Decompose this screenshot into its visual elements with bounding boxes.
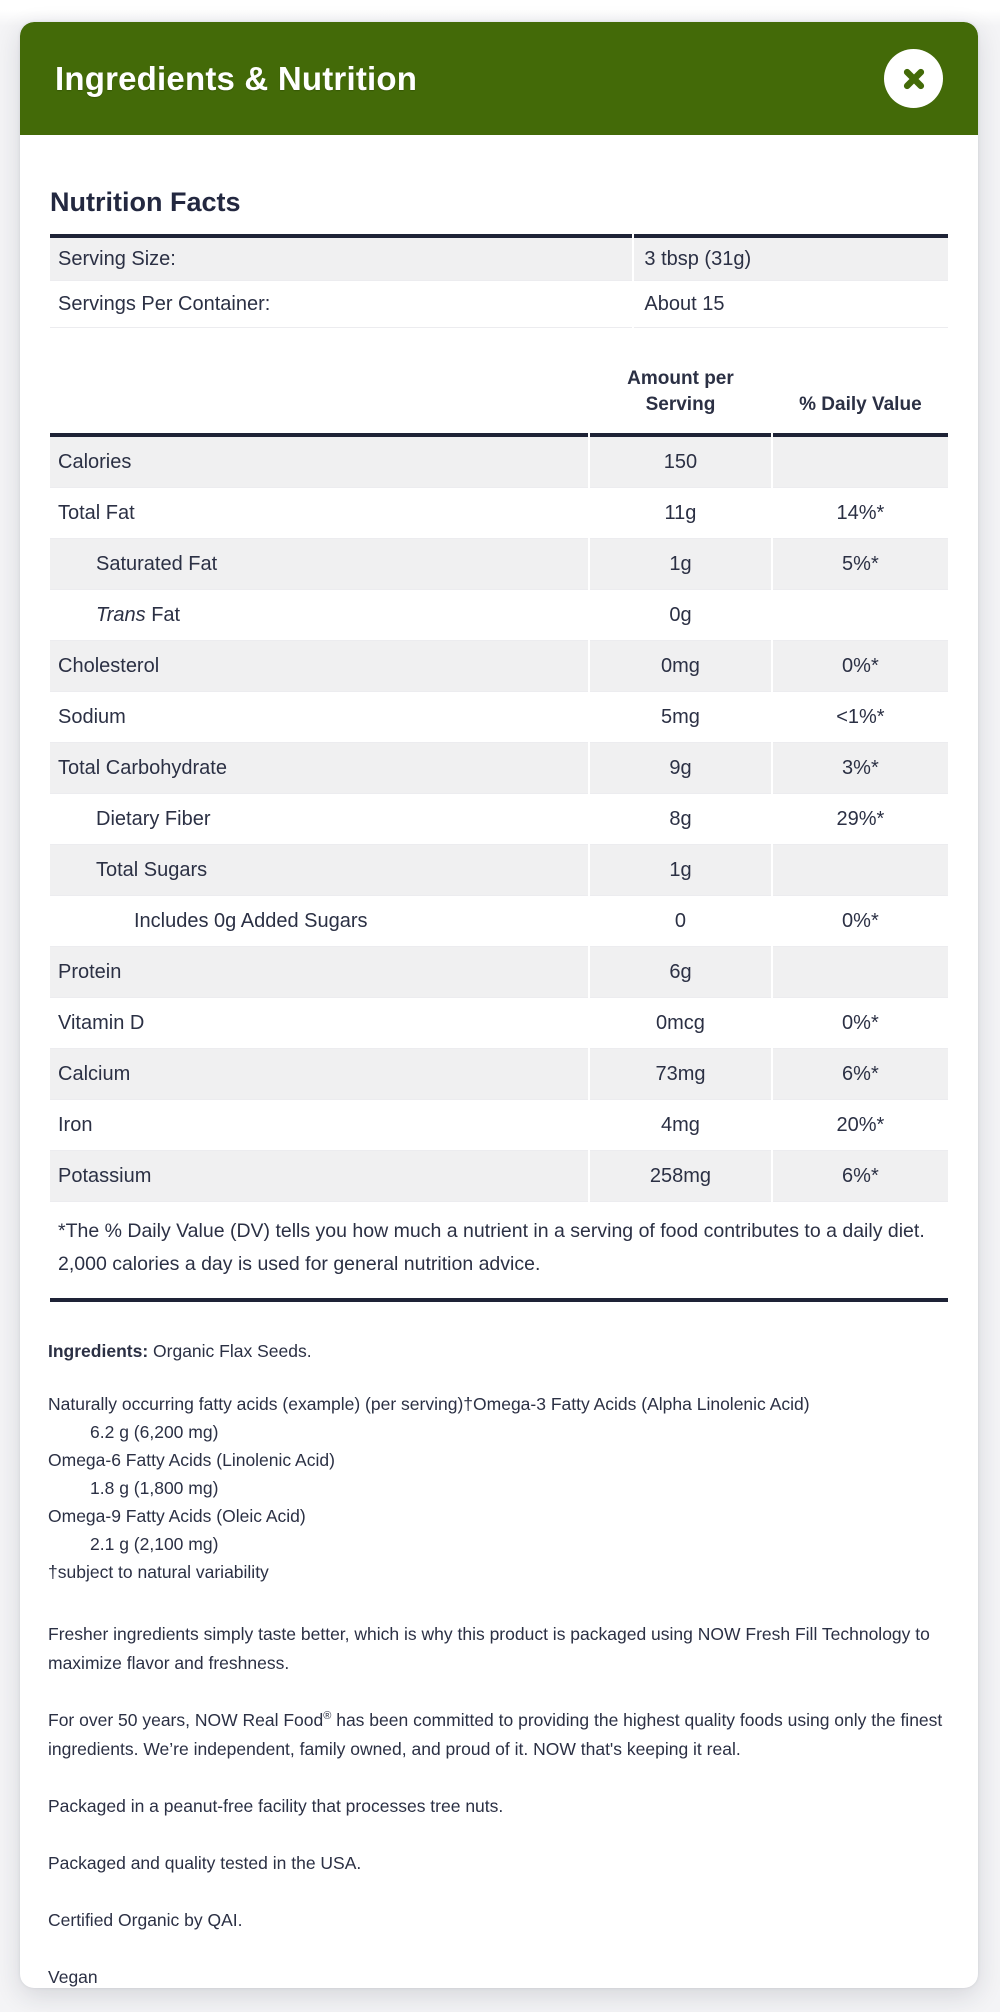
nutrient-dv — [773, 845, 948, 896]
nutrient-label: Vitamin D — [50, 998, 588, 1049]
table-row — [50, 743, 948, 794]
ingredients-line — [48, 1338, 950, 1364]
nutrient-amount: 0 — [590, 896, 771, 947]
nutrient-amount: 11g — [590, 488, 771, 539]
nutrient-dv: 6%* — [773, 1049, 948, 1100]
nutrient-dv — [773, 590, 948, 641]
table-row — [50, 896, 948, 947]
nutrient-amount: 0mcg — [590, 998, 771, 1049]
table-row — [50, 692, 948, 743]
nutrient-dv: 5%* — [773, 539, 948, 590]
nutrient-label: Dietary Fiber — [50, 794, 588, 845]
ingredients-label: Ingredients: — [48, 1341, 149, 1361]
fatty-acid-amount: 1.8 g (1,800 mg) — [90, 1478, 219, 1498]
nutrition-facts-table — [48, 328, 950, 1302]
nutrient-dv — [773, 947, 948, 998]
nutrient-label: Protein — [50, 947, 588, 998]
vegan-paragraph: Vegan — [48, 1967, 98, 1987]
nutrient-label: Calories — [50, 437, 588, 488]
daily-value-header: % Daily Value — [773, 328, 948, 437]
modal-header — [20, 22, 978, 135]
nutrient-label: Trans Fat — [50, 590, 588, 641]
nutrient-label: Total Fat — [50, 488, 588, 539]
nutrient-label: Iron — [50, 1100, 588, 1151]
fatty-acid-line: Naturally occurring fatty acids (example) (per serving)†Omega-3 Fatty Acids (Alpha Linolenic Acid) — [48, 1394, 810, 1414]
close-icon — [899, 64, 929, 94]
ingredients-value: Organic Flax Seeds. — [153, 1341, 312, 1361]
daily-value-footnote: *The % Daily Value (DV) tells you how much a nutrient in a serving of food contributes to a daily diet. 2,000 calories a day is used for general nutrition advice. — [50, 1202, 948, 1302]
nutrient-amount: 4mg — [590, 1100, 771, 1151]
nutrient-dv: 0%* — [773, 641, 948, 692]
nutrient-label: Calcium — [50, 1049, 588, 1100]
nutrient-dv: 29%* — [773, 794, 948, 845]
nutrient-label: Includes 0g Added Sugars — [50, 896, 588, 947]
table-row — [50, 794, 948, 845]
nutrient-dv: 20%* — [773, 1100, 948, 1151]
nutrient-label: Cholesterol — [50, 641, 588, 692]
usa-paragraph: Packaged and quality tested in the USA. — [48, 1853, 362, 1873]
nutrient-amount: 0g — [590, 590, 771, 641]
nutrient-label: Total Sugars — [50, 845, 588, 896]
fatty-acid-line: Omega-6 Fatty Acids (Linolenic Acid) — [48, 1450, 335, 1470]
table-row — [50, 998, 948, 1049]
table-row — [50, 845, 948, 896]
nutrient-dv: 0%* — [773, 998, 948, 1049]
amount-per-serving-header: Amount per Serving — [590, 328, 771, 437]
nutrient-label: Sodium — [50, 692, 588, 743]
nutrient-dv: <1%* — [773, 692, 948, 743]
nutrient-amount: 9g — [590, 743, 771, 794]
modal-title: Ingredients & Nutrition — [55, 59, 418, 97]
nutrient-dv: 14%* — [773, 488, 948, 539]
close-button[interactable] — [884, 49, 943, 108]
table-row — [50, 234, 948, 281]
table-row — [50, 1151, 948, 1202]
serving-info-table — [48, 234, 950, 328]
nutrient-dv — [773, 437, 948, 488]
nutrient-amount: 5mg — [590, 692, 771, 743]
nutrient-amount: 258mg — [590, 1151, 771, 1202]
table-row — [50, 488, 948, 539]
table-row — [50, 281, 948, 328]
fatty-acids-block — [48, 1390, 950, 1586]
fatty-acid-line: Omega-9 Fatty Acids (Oleic Acid) — [48, 1506, 306, 1526]
table-row — [50, 1100, 948, 1151]
empty-header-cell — [50, 328, 588, 437]
nutrition-facts-title: Nutrition Facts — [50, 187, 241, 217]
nutrient-amount: 1g — [590, 539, 771, 590]
servings-per-container-value: About 15 — [634, 281, 948, 328]
table-header-row — [50, 328, 948, 437]
modal-body — [20, 135, 978, 1988]
table-row — [50, 1202, 948, 1302]
serving-size-label: Serving Size: — [50, 234, 632, 281]
nutrient-dv: 3%* — [773, 743, 948, 794]
nutrient-dv: 0%* — [773, 896, 948, 947]
nutrient-dv: 6%* — [773, 1151, 948, 1202]
nutrient-amount: 150 — [590, 437, 771, 488]
organic-paragraph: Certified Organic by QAI. — [48, 1910, 243, 1930]
nutrient-amount: 0mg — [590, 641, 771, 692]
registered-trademark-symbol: ® — [323, 1710, 332, 1723]
nutrient-amount: 8g — [590, 794, 771, 845]
table-row — [50, 1049, 948, 1100]
nutrient-amount: 73mg — [590, 1049, 771, 1100]
table-row — [50, 539, 948, 590]
fatty-acid-amount: 6.2 g (6,200 mg) — [90, 1422, 219, 1442]
nutrient-label: Total Carbohydrate — [50, 743, 588, 794]
ingredients-nutrition-modal — [20, 22, 978, 1988]
table-row — [50, 641, 948, 692]
nutrient-amount: 1g — [590, 845, 771, 896]
variability-note: †subject to natural variability — [48, 1562, 269, 1582]
nutrient-label: Potassium — [50, 1151, 588, 1202]
fatty-acid-amount: 2.1 g (2,100 mg) — [90, 1534, 219, 1554]
table-row — [50, 590, 948, 641]
nutrient-amount: 6g — [590, 947, 771, 998]
peanut-free-paragraph: Packaged in a peanut-free facility that processes tree nuts. — [48, 1796, 504, 1816]
serving-size-value: 3 tbsp (31g) — [634, 234, 948, 281]
table-row — [50, 947, 948, 998]
now-real-food-paragraph: For over 50 years, NOW Real Food® has been committed to providing the highest quality foods using only the finest ingredients. We’re independent, family owned, and proud of it. NOW that's keeping it real. — [48, 1710, 943, 1759]
table-row — [50, 437, 948, 488]
nutrient-label: Saturated Fat — [50, 539, 588, 590]
fresh-fill-paragraph: Fresher ingredients simply taste better, which is why this product is packaged using NOW Fresh Fill Technology to maximize flavor and freshness. — [48, 1624, 930, 1673]
servings-per-container-label: Servings Per Container: — [50, 281, 632, 328]
